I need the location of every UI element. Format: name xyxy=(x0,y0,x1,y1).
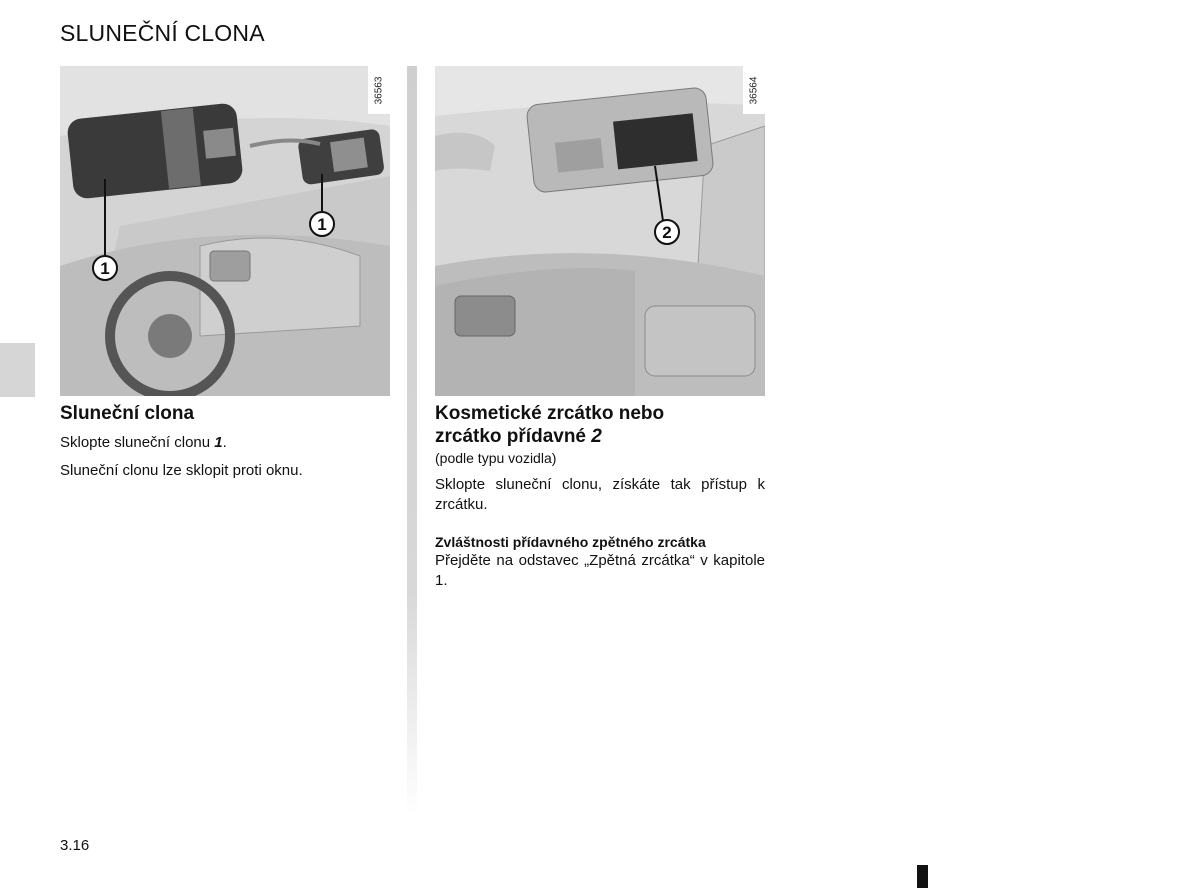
callout-1-left-label: 1 xyxy=(100,259,110,278)
sun-visor-drawing xyxy=(60,66,390,396)
section-heading-sun-visor: Sluneční clona xyxy=(60,403,195,424)
additional-mirror-subheading: Zvláštnosti přídavného zpětného zrcátka xyxy=(435,534,706,550)
additional-mirror-reference: Přejděte na odstavec „Zpětná zrcátka“ v kapitole 1. xyxy=(435,552,765,589)
column-divider xyxy=(407,66,417,816)
callout-1-right-label: 1 xyxy=(317,215,327,234)
vanity-mirror-illustration xyxy=(435,66,765,396)
vanity-mirror-drawing xyxy=(435,66,765,396)
reference-number: 1 xyxy=(214,434,223,451)
sun-visor-illustration xyxy=(60,66,390,396)
vehicle-type-note: (podle typu vozidla) xyxy=(435,450,557,466)
page-number: 3.16 xyxy=(60,837,90,854)
vanity-mirror-instruction: Sklopte sluneční clonu, získáte tak přístup k zrcátku. xyxy=(435,476,765,513)
section-heading-vanity-mirror: Kosmetické zrcátko nebo zrcátko přídavné 2 xyxy=(435,403,665,447)
figure-number: 36564 xyxy=(743,66,765,114)
figure-number: 36563 xyxy=(368,66,390,114)
page-title: SLUNEČNÍ CLONA xyxy=(60,20,265,46)
chapter-tab xyxy=(0,343,35,397)
sun-visor-window-note: Sluneční clonu lze sklopit proti oknu. xyxy=(60,462,303,479)
reference-number: 2 xyxy=(591,426,602,447)
callout-2-label: 2 xyxy=(662,223,672,242)
sun-visor-instruction: Sklopte sluneční clonu 1. xyxy=(60,434,227,451)
corner-marker xyxy=(917,865,928,888)
